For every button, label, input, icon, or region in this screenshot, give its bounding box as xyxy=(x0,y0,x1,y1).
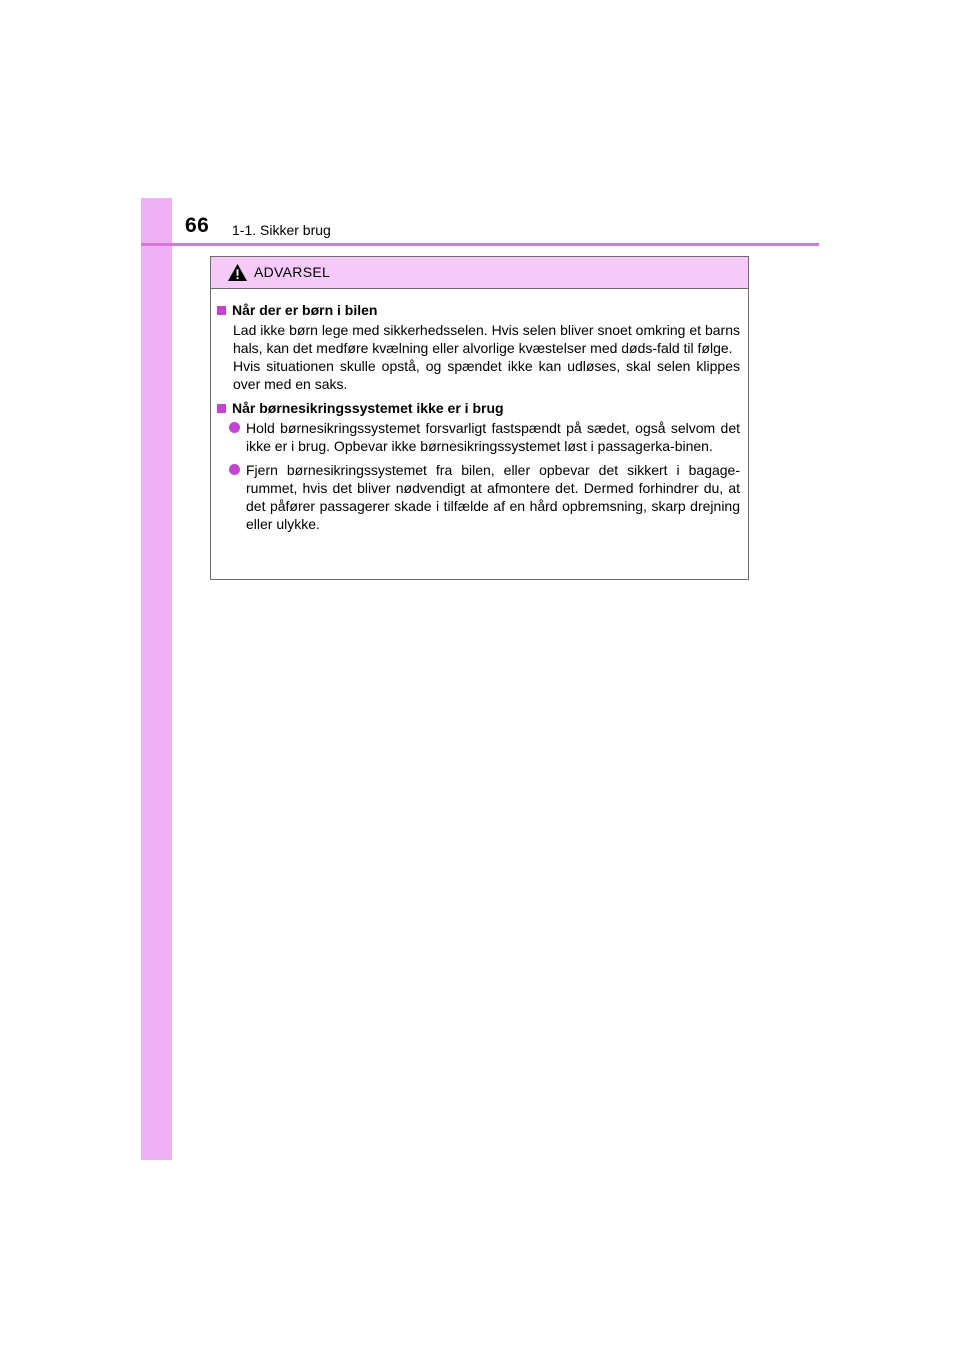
list-item-text: Fjern børnesikringssystemet fra bilen, eller opbevar det sikkert i bagage-rummet, hvis det bliver nødvendigt at afmontere det. Dermed forhindrer du, at det påfører passagerer skade i tilfælde af en hård opbremsning, skarp drejning eller ulykke. xyxy=(246,462,740,532)
section-heading xyxy=(217,399,740,417)
section-title: 1-1. Sikker brug xyxy=(232,222,331,238)
circle-bullet-icon xyxy=(229,422,240,433)
square-bullet-icon xyxy=(217,306,226,315)
section-heading-text: Når der er børn i bilen xyxy=(232,302,378,318)
warning-header xyxy=(211,257,748,289)
warning-box xyxy=(210,256,749,580)
list-item xyxy=(217,461,740,533)
square-bullet-icon xyxy=(217,404,226,413)
circle-bullet-icon xyxy=(229,464,240,475)
page-number: 66 xyxy=(185,214,210,237)
warning-label: ADVARSEL xyxy=(254,264,331,280)
warning-body xyxy=(211,289,748,533)
warning-paragraph: Hvis situationen skulle opstå, og spændet ikke kan udløses, skal selen klippes over med en saks. xyxy=(233,358,740,392)
warning-section-seat-not-in-use xyxy=(217,399,740,533)
list-item-text: Hold børnesikringssystemet forsvarligt fastspændt på sædet, også selvom det ikke er i brug. Opbevar ikke børnesikringssystemet løst i passagerka-binen. xyxy=(246,420,740,454)
list-item xyxy=(217,419,740,455)
warning-triangle-icon xyxy=(227,263,248,282)
side-tab-strip xyxy=(141,198,172,1160)
warning-paragraph: Lad ikke børn lege med sikkerhedsselen. Hvis selen bliver snoet omkring et barns hals, kan det medføre kvælning eller alvorlige kvæstelser med døds-fald til følge. xyxy=(233,322,740,356)
section-heading xyxy=(217,301,740,319)
warning-section-children-in-car xyxy=(217,301,740,393)
section-heading-text: Når børnesikringssystemet ikke er i brug xyxy=(232,400,504,416)
header-rule xyxy=(141,243,819,246)
